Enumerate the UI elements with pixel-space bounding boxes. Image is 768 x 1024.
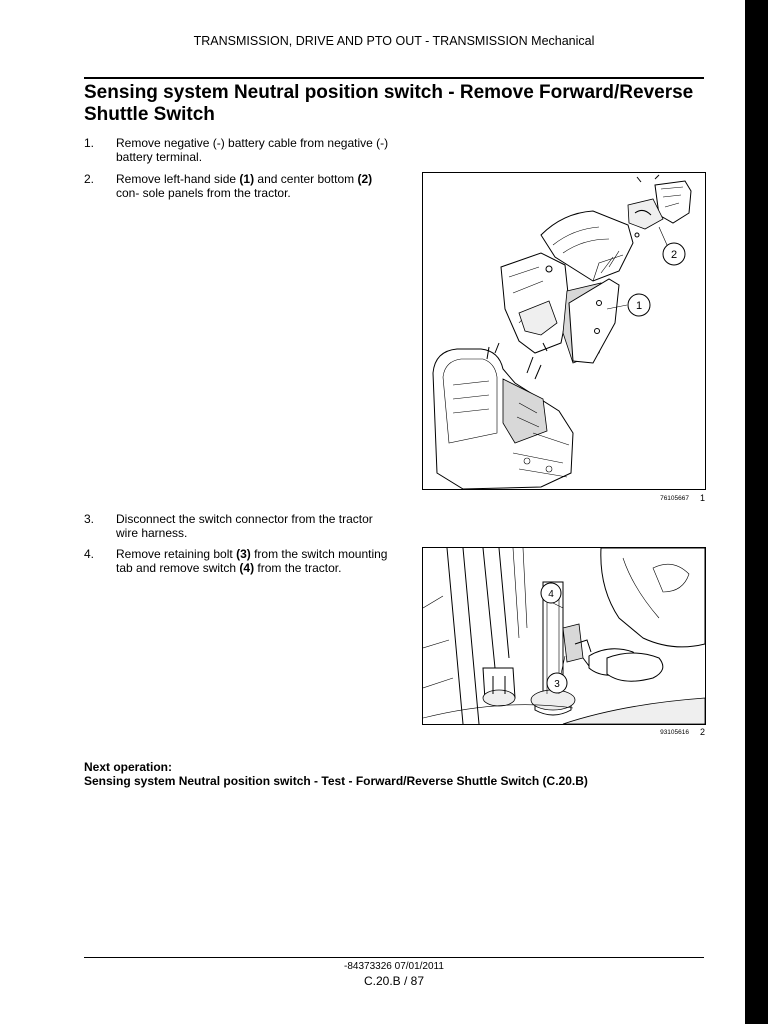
- callout-ref: (1): [239, 172, 255, 186]
- next-operation-label: Next operation:: [84, 760, 173, 774]
- step-text-part: from the tractor.: [254, 561, 342, 575]
- callout-2-label: 2: [670, 249, 678, 261]
- step-text-part: con- sole panels from the tractor.: [116, 186, 291, 200]
- step-text-part: Remove left-hand side: [116, 172, 240, 186]
- next-operation-link[interactable]: Sensing system Neutral position switch - Test - Forward/Reverse Shuttle Switch (C.20.B): [84, 774, 588, 788]
- footer-page-number: C.20.B / 87: [363, 974, 425, 988]
- step-number: 2.: [84, 172, 95, 186]
- running-header: TRANSMISSION, DRIVE AND PTO OUT - TRANSMISSION Mechanical: [193, 34, 595, 48]
- step-text: Disconnect the switch connector from the tractor wire harness.: [116, 512, 373, 540]
- step-text-part: Remove retaining bolt: [116, 547, 237, 561]
- callout-1-label: 1: [635, 300, 643, 312]
- figure-1-index: 1: [700, 493, 706, 503]
- step-text-part: from the switch mounting tab and remove switch: [116, 547, 388, 575]
- step-number: 1.: [84, 136, 95, 150]
- step-text: [116, 547, 396, 575]
- shuttle-switch-illustration: [423, 548, 705, 724]
- step-text: [116, 172, 396, 200]
- step-number: 3.: [84, 512, 95, 526]
- step-text-part: and center bottom: [254, 172, 358, 186]
- figure-2-code: 93105616: [660, 729, 689, 736]
- callout-ref: (2): [357, 172, 373, 186]
- title-divider: [84, 77, 704, 79]
- callout-4-label: 4: [548, 589, 554, 600]
- viewer-edge-bar: [745, 0, 768, 1024]
- figure-1-code: 76105667: [660, 495, 689, 502]
- step-text: Remove negative (-) battery cable from negative (-) battery terminal.: [116, 136, 389, 164]
- callout-ref: (3): [236, 547, 251, 561]
- callout-ref: (4): [239, 561, 255, 575]
- console-exploded-illustration: [423, 173, 705, 489]
- step-number: 4.: [84, 547, 95, 561]
- next-operation: [84, 760, 724, 788]
- figure-2-index: 2: [700, 727, 706, 737]
- footer-doc-number: -84373326 07/01/2011: [344, 961, 444, 972]
- figure-2-switch-location: [422, 547, 706, 725]
- callout-3-label: 3: [554, 679, 560, 690]
- page-title: Sensing system Neutral position switch - Remove Forward/Reverse Shuttle Switch: [84, 82, 694, 125]
- figure-1-console-panels: [422, 172, 706, 490]
- footer-divider: [84, 957, 704, 958]
